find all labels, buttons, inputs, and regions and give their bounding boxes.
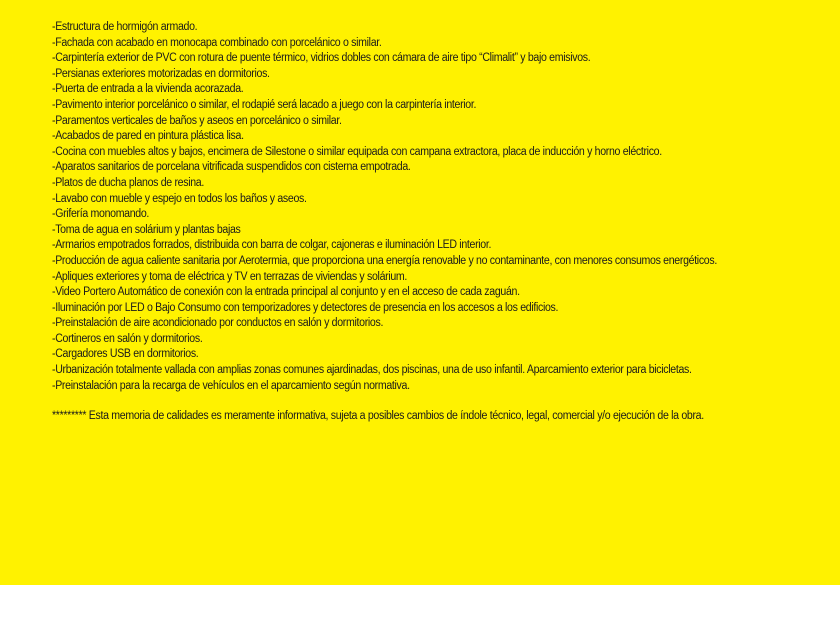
bottom-white-strip xyxy=(0,585,840,630)
spec-item: -Fachada con acabado en monocapa combinado con porcelánico o similar. xyxy=(52,36,382,49)
specs-list xyxy=(52,20,810,394)
spec-item: -Cargadores USB en dormitorios. xyxy=(52,348,199,361)
spec-item: -Lavabo con mueble y espejo en todos los baños y aseos. xyxy=(52,192,307,205)
spec-item: -Carpintería exterior de PVC con rotura de puente térmico, vidrios dobles con cámara de aire tipo “Climalit” y bajo emisivos. xyxy=(52,52,591,65)
spec-item: -Acabados de pared en pintura plástica lisa. xyxy=(52,130,244,143)
spec-item: -Persianas exteriores motorizadas en dormitorios. xyxy=(52,67,270,80)
spec-item: -Cocina con muebles altos y bajos, encimera de Silestone o similar equipada con campana extractora, placa de inducción y horno eléctrico. xyxy=(52,145,662,158)
spec-item: -Cortineros en salón y dormitorios. xyxy=(52,332,203,345)
spec-item: -Preinstalación para la recarga de vehículos en el aparcamiento según normativa. xyxy=(52,379,410,392)
spec-item: -Aparatos sanitarios de porcelana vitrificada suspendidos con cisterna empotrada. xyxy=(52,161,411,174)
spec-item: -Iluminación por LED o Bajo Consumo con temporizadores y detectores de presencia en los accesos a los edificios. xyxy=(52,301,559,314)
spec-item: -Producción de agua caliente sanitaria por Aerotermia, que proporciona una energía renovable y no contaminante, con menores consumos energéticos. xyxy=(52,254,717,267)
spec-item: -Paramentos verticales de baños y aseos en porcelánico o similar. xyxy=(52,114,342,127)
spec-item: -Armarios empotrados forrados, distribuida con barra de colgar, cajoneras e iluminación LED interior. xyxy=(52,239,492,252)
spec-item: -Grifería monomando. xyxy=(52,208,150,221)
spec-item: -Preinstalación de aire acondicionado por conductos en salón y dormitorios. xyxy=(52,317,384,330)
spec-item: -Urbanización totalmente vallada con amplias zonas comunes ajardinadas, dos piscinas, una de uso infantil. Aparcamiento exterior para bicicletas. xyxy=(52,364,692,377)
spec-item: -Toma de agua en solárium y plantas bajas xyxy=(52,223,241,236)
disclaimer-text: ********* Esta memoria de calidades es meramente informativa, sujeta a posibles cambios de índole técnico, legal, comercial y/o ejecución de la obra. xyxy=(52,410,704,423)
spec-item: -Apliques exteriores y toma de eléctrica y TV en terrazas de viviendas y solárium. xyxy=(52,270,408,283)
spec-item: -Pavimento interior porcelánico o similar, el rodapié será lacado a juego con la carpintería interior. xyxy=(52,98,477,111)
spec-item: -Platos de ducha planos de resina. xyxy=(52,176,204,189)
spec-item: -Puerta de entrada a la vivienda acorazada. xyxy=(52,83,244,96)
spec-item: -Estructura de hormigón armado. xyxy=(52,21,198,33)
spec-item: -Video Portero Automático de conexión con la entrada principal al conjunto y en el acceso de cada zaguán. xyxy=(52,286,520,299)
